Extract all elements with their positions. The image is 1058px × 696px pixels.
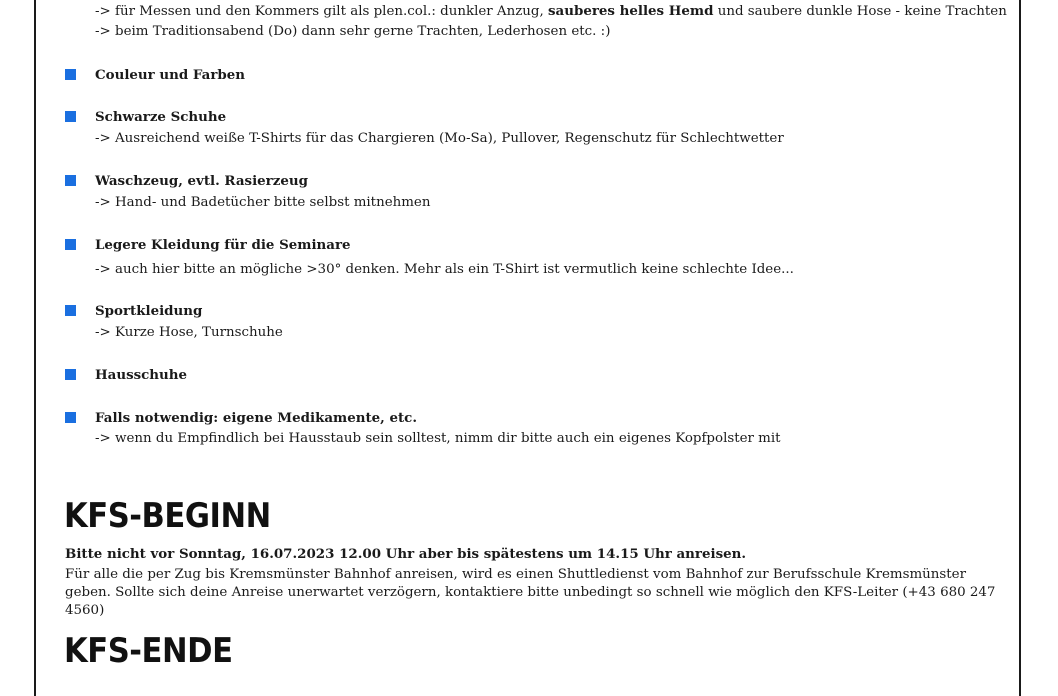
section-heading-beginn: KFS-BEGINN: [64, 496, 271, 536]
bullet-icon: [65, 239, 76, 250]
item-note: -> auch hier bitte an mögliche >30° denken. Mehr als ein T-Shirt ist vermutlich keine schlechte Idee...: [95, 262, 794, 277]
dress-code-line: -> für Messen und den Kommers gilt als plen.col.: dunkler Anzug, sauberes helles Hemd und saubere dunkle Hose - keine Trachten: [95, 3, 1007, 19]
bullet-icon: [65, 412, 76, 423]
item-title: Sportkleidung: [95, 303, 203, 319]
item-note: -> Ausreichend weiße T-Shirts für das Chargieren (Mo-Sa), Pullover, Regenschutz für Schlechtwetter: [95, 131, 784, 146]
item-title: Legere Kleidung für die Seminare: [95, 237, 351, 253]
arrival-time-line: Bitte nicht vor Sonntag, 16.07.2023 12.00 Uhr aber bis spätestens um 14.15 Uhr anreisen.: [65, 546, 747, 562]
section-heading-ende: KFS-ENDE: [64, 631, 233, 671]
item-note: -> wenn du Empfindlich bei Hausstaub sein solltest, nimm dir bitte auch ein eigenes Kopfpolster mit: [95, 431, 781, 446]
item-title: Hausschuhe: [95, 367, 188, 383]
bullet-icon: [65, 369, 76, 380]
item-note: -> Hand- und Badetücher bitte selbst mitnehmen: [95, 195, 431, 210]
bullet-icon: [65, 111, 76, 122]
item-title: Couleur und Farben: [95, 67, 246, 83]
item-title: Schwarze Schuhe: [95, 109, 227, 125]
bullet-icon: [65, 305, 76, 316]
bullet-icon: [65, 69, 76, 80]
tradition-evening-line: -> beim Traditionsabend (Do) dann sehr gerne Trachten, Lederhosen etc. :): [95, 24, 611, 39]
arrival-info-paragraph: Für alle die per Zug bis Kremsmünster Bahnhof anreisen, wird es einen Shuttledienst vom Bahnhof zur Berufsschule Kremsmünster geben. Sollte sich deine Anreise unerwartet verzögern, kontaktiere bitte unbedingt so schnell wie möglich den KFS-Leiter (+43 680 247 4560): [65, 567, 996, 618]
item-note: -> Kurze Hose, Turnschuhe: [95, 325, 283, 340]
item-title: Waschzeug, evtl. Rasierzeug: [95, 173, 308, 189]
bullet-icon: [65, 175, 76, 186]
item-title: Falls notwendig: eigene Medikamente, etc.: [95, 410, 418, 426]
